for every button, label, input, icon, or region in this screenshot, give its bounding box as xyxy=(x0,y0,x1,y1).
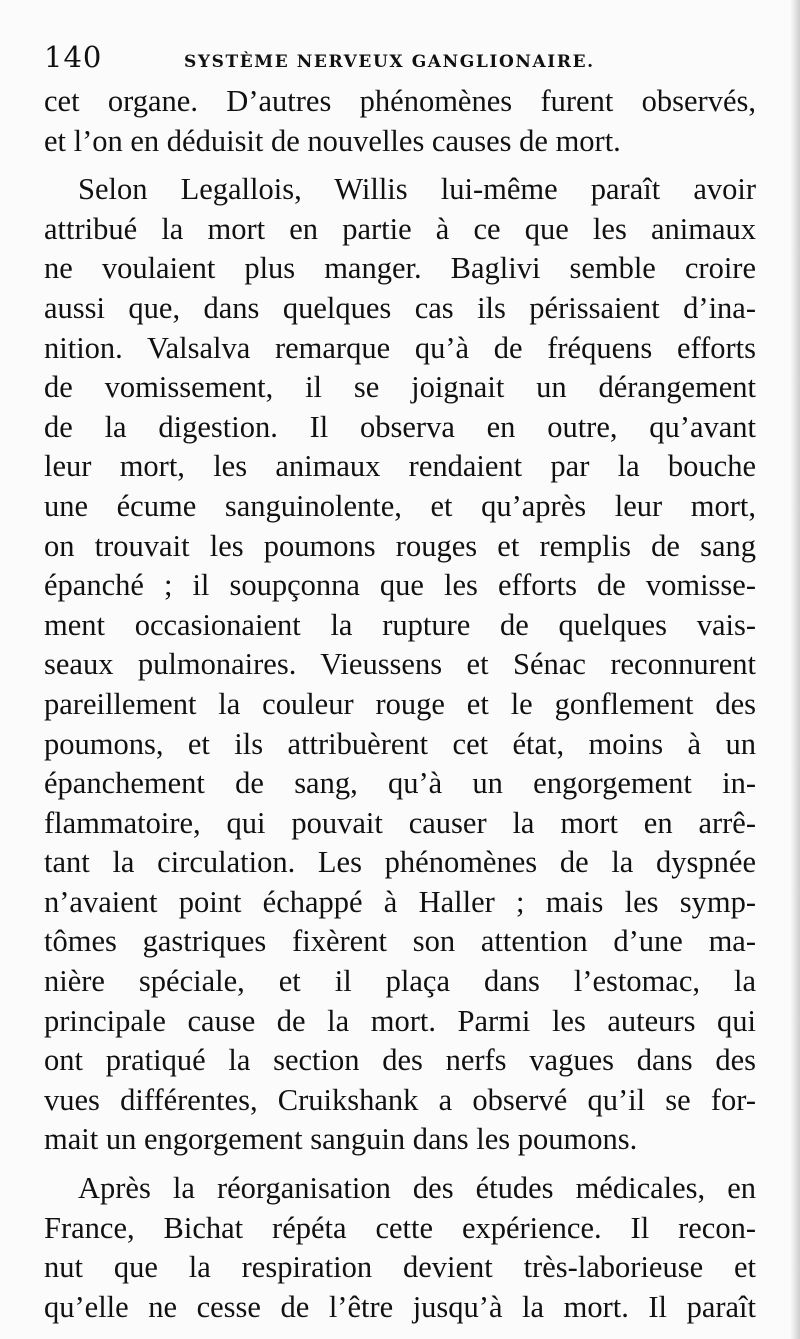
text-line: pareillement la couleur rouge et le gonflement des xyxy=(44,686,756,721)
text-line: épanchement de sang, qu’à un engorgement in- xyxy=(44,766,756,801)
text-line: nière spéciale, et il plaça dans l’estomac, la xyxy=(44,964,756,999)
text-line: tômes gastriques fixèrent son attention d’une ma- xyxy=(44,924,756,959)
text-line: n’avaient point échappé à Haller ; mais les symp- xyxy=(44,884,756,919)
text-line: Selon Legallois, Willis lui-même paraît avoir xyxy=(78,172,756,207)
running-head xyxy=(44,40,756,80)
text-line: principale cause de la mort. Parmi les auteurs qui xyxy=(44,1003,756,1038)
text-line: tant la circulation. Les phénomènes de la dyspnée xyxy=(44,845,756,880)
text-line: poumons, et ils attribuèrent cet état, moins à un xyxy=(44,726,756,761)
text-line: vues différentes, Cruikshank a observé qu’il se for- xyxy=(44,1082,756,1117)
text-line: ne voulaient plus manger. Baglivi semble croire xyxy=(44,251,756,286)
text-line: de la digestion. Il observa en outre, qu’avant xyxy=(44,409,756,444)
page-number: 140 xyxy=(44,40,103,74)
text-line: qu’elle ne cesse de l’être jusqu’à la mort. Il paraît xyxy=(44,1289,756,1324)
text-line: ont pratiqué la section des nerfs vagues dans des xyxy=(44,1043,756,1078)
text-line: seaux pulmonaires. Vieussens et Sénac reconnurent xyxy=(44,647,756,682)
text-line: mait un engorgement sanguin dans les poumons. xyxy=(44,1122,638,1157)
text-line: nition. Valsalva remarque qu’à de fréquens efforts xyxy=(44,330,756,365)
paragraph xyxy=(44,1169,756,1327)
text-line: aussi que, dans quelques cas ils périssaient d’ina- xyxy=(44,290,756,325)
text-line: et l’on en déduisit de nouvelles causes de mort. xyxy=(44,123,621,158)
text-line: Après la réorganisation des études médicales, en xyxy=(78,1171,756,1206)
text-body xyxy=(44,82,756,1327)
text-line: une écume sanguinolente, et qu’après leur mort, xyxy=(44,488,756,523)
text-line: on trouvait les poumons rouges et remplis de sang xyxy=(44,528,756,563)
text-line: ment occasionaient la rupture de quelques vais- xyxy=(44,607,756,642)
paragraph xyxy=(44,82,756,161)
text-line: flammatoire, qui pouvait causer la mort en arrê- xyxy=(44,805,756,840)
text-line: épanché ; il soupçonna que les efforts de vomisse- xyxy=(44,568,756,603)
running-title: SYSTÈME NERVEUX GANGLIONAIRE. xyxy=(184,52,595,72)
text-line: de vomissement, il se joignait un dérangement xyxy=(44,370,756,405)
text-line: cet organe. D’autres phénomènes furent observés, xyxy=(44,84,756,118)
text-line: leur mort, les animaux rendaient par la bouche xyxy=(44,449,756,484)
text-line: attribué la mort en partie à ce que les animaux xyxy=(44,211,756,246)
text-line: France, Bichat répéta cette expérience. Il recon- xyxy=(44,1210,756,1245)
paragraph xyxy=(44,170,756,1160)
text-line: nut que la respiration devient très-laborieuse et xyxy=(44,1250,756,1285)
